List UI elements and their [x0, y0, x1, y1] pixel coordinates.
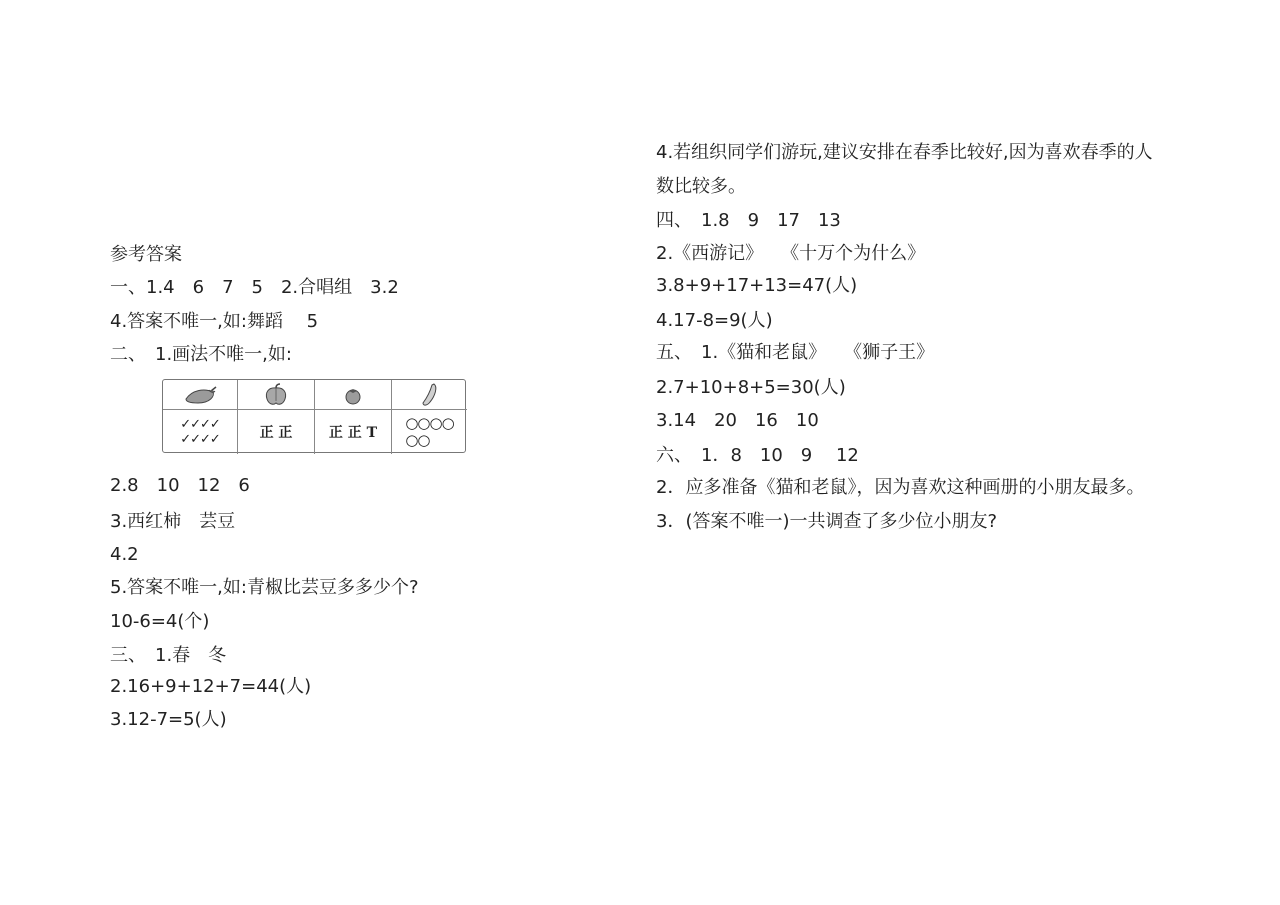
answer-line: 4.若组织同学们游玩,建议安排在春季比较好,因为喜欢春季的人 — [656, 142, 1153, 163]
right-column — [656, 0, 1216, 905]
answer-line: 5.答案不唯一,如:青椒比芸豆多多少个? — [110, 577, 419, 598]
answer-line: 五、 1.《猫和老鼠》 《狮子王》 — [656, 342, 935, 363]
answer-line: 4.2 — [110, 544, 139, 565]
answer-line: 3．(答案不唯一)一共调查了多少位小朋友? — [656, 511, 998, 532]
answer-title: 参考答案 — [110, 244, 182, 265]
answer-line: 4.17-8=9(人) — [656, 310, 773, 331]
tally-zheng: 正 正 — [238, 410, 315, 454]
tally-ticks: ✓✓✓✓ ✓✓✓✓ — [163, 410, 238, 454]
answer-line: 数比较多。 — [656, 176, 746, 197]
answer-line: 3.8+9+17+13=47(人) — [656, 275, 858, 296]
answer-line: 2.8 10 12 6 — [110, 475, 250, 496]
tally-table — [162, 379, 466, 453]
answer-line: 2.《西游记》 《十万个为什么》 — [656, 243, 926, 264]
answer-line: 三、 1.春 冬 — [110, 645, 227, 666]
answer-line: 3.西红柿 芸豆 — [110, 511, 236, 532]
answer-line: 10-6=4(个) — [110, 611, 210, 632]
eggplant-icon — [163, 380, 238, 410]
left-column — [110, 0, 630, 905]
tally-zheng: 正 正 T — [315, 410, 392, 454]
answer-line: 四、 1.8 9 17 13 — [656, 210, 841, 231]
tomato-icon — [315, 380, 392, 410]
answer-line: 2.16+9+12+7=44(人) — [110, 676, 312, 697]
tally-circles: ○○○○ ○○ — [405, 414, 454, 449]
answer-line: 六、 1．8 10 9 12 — [656, 445, 859, 466]
answer-line: 一、1.4 6 7 5 2.合唱组 3.2 — [110, 277, 399, 298]
answer-line: 2.7+10+8+5=30(人) — [656, 377, 846, 398]
pepper-icon — [238, 380, 315, 410]
bean-icon — [392, 380, 467, 410]
answer-line: 3.14 20 16 10 — [656, 410, 819, 431]
answer-line: 二、 1.画法不唯一,如: — [110, 344, 292, 365]
answer-line: 4.答案不唯一,如:舞蹈 5 — [110, 311, 319, 332]
answer-line: 2．应多准备《猫和老鼠》，因为喜欢这种画册的小朋友最多。 — [656, 477, 1145, 498]
answer-line: 3.12-7=5(人) — [110, 709, 227, 730]
